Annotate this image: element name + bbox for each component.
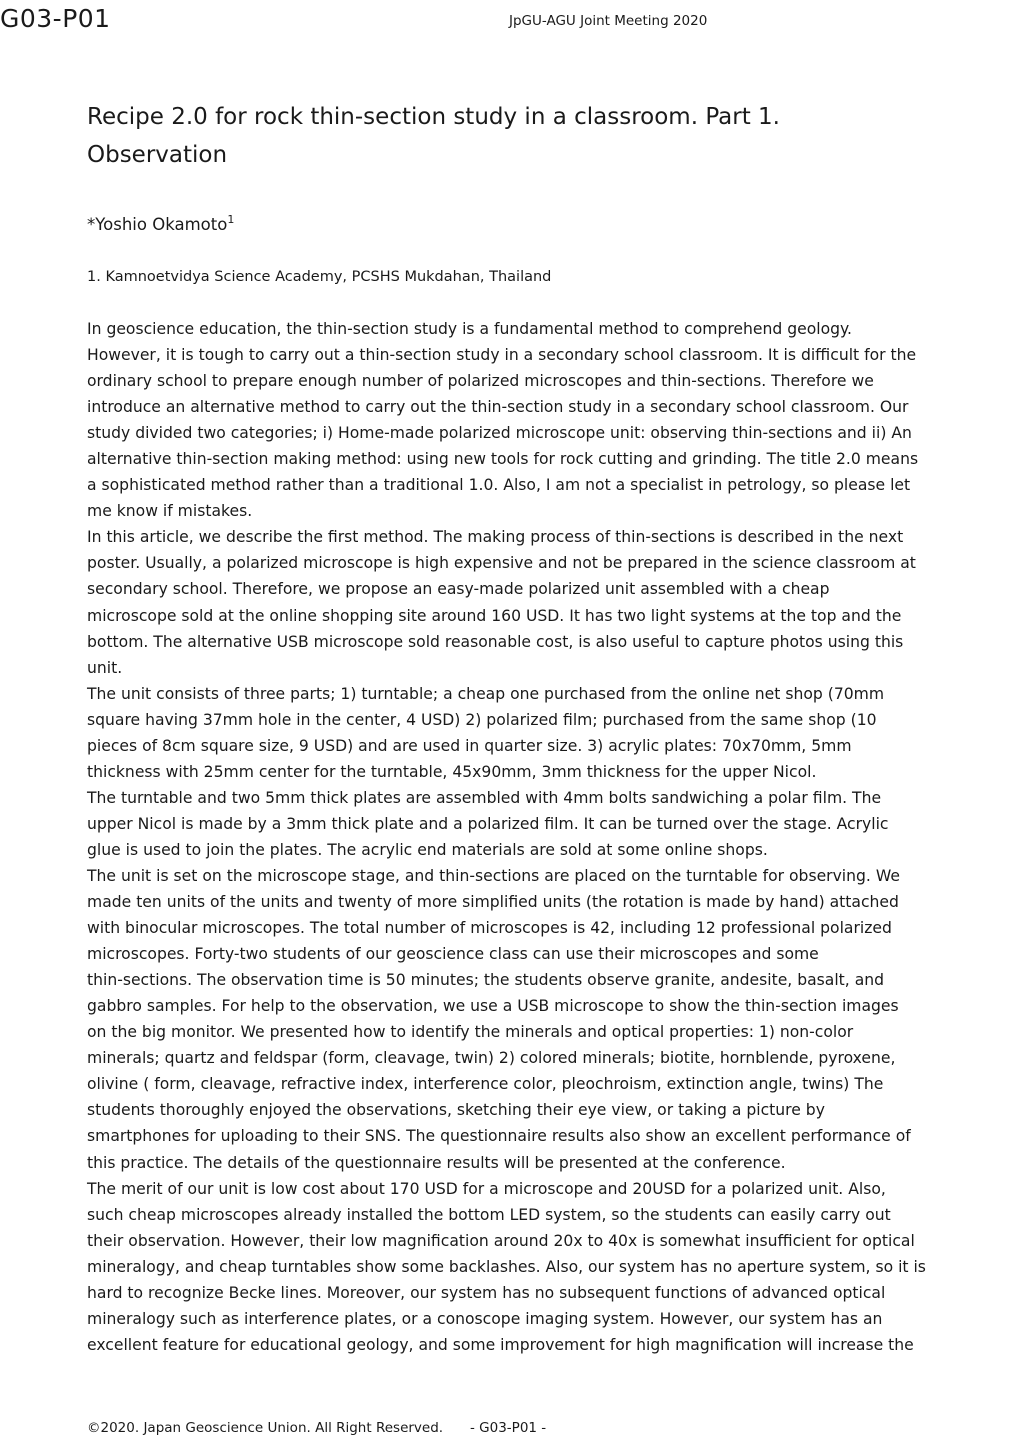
abstract-line: study divided two categories; i) Home-made polarized microscope unit: observing thin-sections and ii) An: [87, 424, 912, 443]
abstract-line: this practice. The details of the questionnaire results will be presented at the conference.: [87, 1153, 786, 1172]
meeting-name: JpGU-AGU Joint Meeting 2020: [509, 13, 708, 29]
abstract-line: In geoscience education, the thin-section study is a fundamental method to comprehend geology.: [87, 320, 852, 338]
abstract-line: a sophisticated method rather than a traditional 1.0. Also, I am not a specialist in petrology, so please let: [87, 476, 911, 495]
title-line: Recipe 2.0 for rock thin-section study in a classroom. Part 1.: [87, 104, 780, 130]
abstract-line: introduce an alternative method to carry out the thin-section study in a secondary school classroom. Our: [87, 398, 909, 417]
abstract-line: upper Nicol is made by a 3mm thick plate and a polarized film. It can be turned over the stage. Acrylic: [87, 814, 889, 833]
abstract-line: made ten units of the units and twenty of more simplified units (the rotation is made by hand) attached: [87, 893, 899, 912]
abstract-line: me know if mistakes.: [87, 502, 253, 521]
abstract-line: alternative thin-section making method: using new tools for rock cutting and grinding. The title 2.0 means: [87, 450, 919, 469]
abstract-line: pieces of 8cm square size, 9 USD) and are used in quarter size. 3) acrylic plates: 70x70mm, 5mm: [87, 736, 852, 755]
paper-title: [87, 98, 907, 174]
abstract-line: square having 37mm hole in the center, 4 USD) 2) polarized film; purchased from the same shop (10: [87, 710, 877, 729]
abstract-line: smartphones for uploading to their SNS. The questionnaire results also show an excellent performance of: [87, 1127, 911, 1146]
abstract-line: with binocular microscopes. The total number of microscopes is 42, including 12 professional polarized: [87, 919, 892, 938]
abstract-line: The merit of our unit is low cost about 170 USD for a microscope and 20USD for a polarized unit. Also,: [87, 1179, 886, 1198]
abstract-line: The unit is set on the microscope stage, and thin-sections are placed on the turntable for observing. We: [87, 866, 900, 885]
abstract-line: unit.: [87, 658, 123, 677]
abstract-line: glue is used to join the plates. The acrylic end materials are sold at some online shops.: [87, 840, 768, 859]
abstract-line: The unit consists of three parts; 1) turntable; a cheap one purchased from the online net shop (70mm: [87, 684, 885, 703]
abstract-line: thickness with 25mm center for the turntable, 45x90mm, 3mm thickness for the upper Nicol.: [87, 762, 817, 781]
abstract-line: their observation. However, their low magnification around 20x to 40x is somewhat insufficient for optical: [87, 1231, 915, 1250]
abstract-line: minerals; quartz and feldspar (form, cleavage, twin) 2) colored minerals; biotite, hornblende, pyroxene,: [87, 1049, 896, 1068]
abstract-line: microscope sold at the online shopping site around 160 USD. It has two light systems at the top and the: [87, 606, 902, 625]
abstract-line: excellent feature for educational geology, and some improvement for high magnification will increase the: [87, 1335, 914, 1354]
abstract-line: on the big monitor. We presented how to identify the minerals and optical properties: 1) non-color: [87, 1023, 854, 1042]
abstract-line: bottom. The alternative USB microscope sold reasonable cost, is also useful to capture photos using this: [87, 632, 904, 651]
abstract-line: However, it is tough to carry out a thin-section study in a secondary school classroom. It is difficult for the: [87, 346, 917, 365]
abstract-line: thin-sections. The observation time is 50 minutes; the students observe granite, andesite, basalt, and: [87, 971, 885, 990]
abstract-line: secondary school. Therefore, we propose an easy-made polarized unit assembled with a cheap: [87, 580, 830, 599]
abstract-line: ordinary school to prepare enough number of polarized microscopes and thin-sections. Therefore we: [87, 372, 874, 391]
abstract-line: The turntable and two 5mm thick plates are assembled with 4mm bolts sandwiching a polar film. The: [87, 788, 882, 807]
abstract-line: olivine ( form, cleavage, refractive index, interference color, pleochroism, extinction angle, twins) The: [87, 1075, 884, 1094]
abstract-line: mineralogy such as interference plates, or a conoscope imaging system. However, our system has an: [87, 1309, 883, 1328]
copyright-notice: ©2020. Japan Geoscience Union. All Right Reserved.: [87, 1420, 444, 1436]
author-affiliation-mark: 1: [227, 213, 235, 226]
affiliation: 1. Kamnoetvidya Science Academy, PCSHS Mukdahan, Thailand: [87, 269, 552, 285]
abstract-line: poster. Usually, a polarized microscope is high expensive and not be prepared in the science classroom at: [87, 554, 916, 573]
abstract-line: mineralogy, and cheap turntables show some backlashes. Also, our system has no aperture system, so it is: [87, 1257, 926, 1276]
abstract-line: such cheap microscopes already installed the bottom LED system, so the students can easily carry out: [87, 1205, 891, 1224]
title-line: Observation: [87, 142, 228, 168]
abstract-line: gabbro samples. For help to the observation, we use a USB microscope to show the thin-section images: [87, 997, 899, 1016]
author-name: *Yoshio Okamoto: [87, 215, 228, 234]
page-number: - G03-P01 -: [470, 1420, 547, 1436]
session-code: G03-P01: [0, 4, 111, 33]
abstract-line: microscopes. Forty-two students of our geoscience class can use their microscopes and some: [87, 945, 819, 964]
abstract-line: students thoroughly enjoyed the observations, sketching their eye view, or taking a picture by: [87, 1101, 825, 1120]
abstract-line: In this article, we describe the first method. The making process of thin-sections is described in the next: [87, 528, 904, 547]
author: [87, 213, 234, 234]
abstract-line: hard to recognize Becke lines. Moreover, our system has no subsequent functions of advanced optical: [87, 1283, 886, 1302]
abstract-body: [87, 316, 937, 1358]
